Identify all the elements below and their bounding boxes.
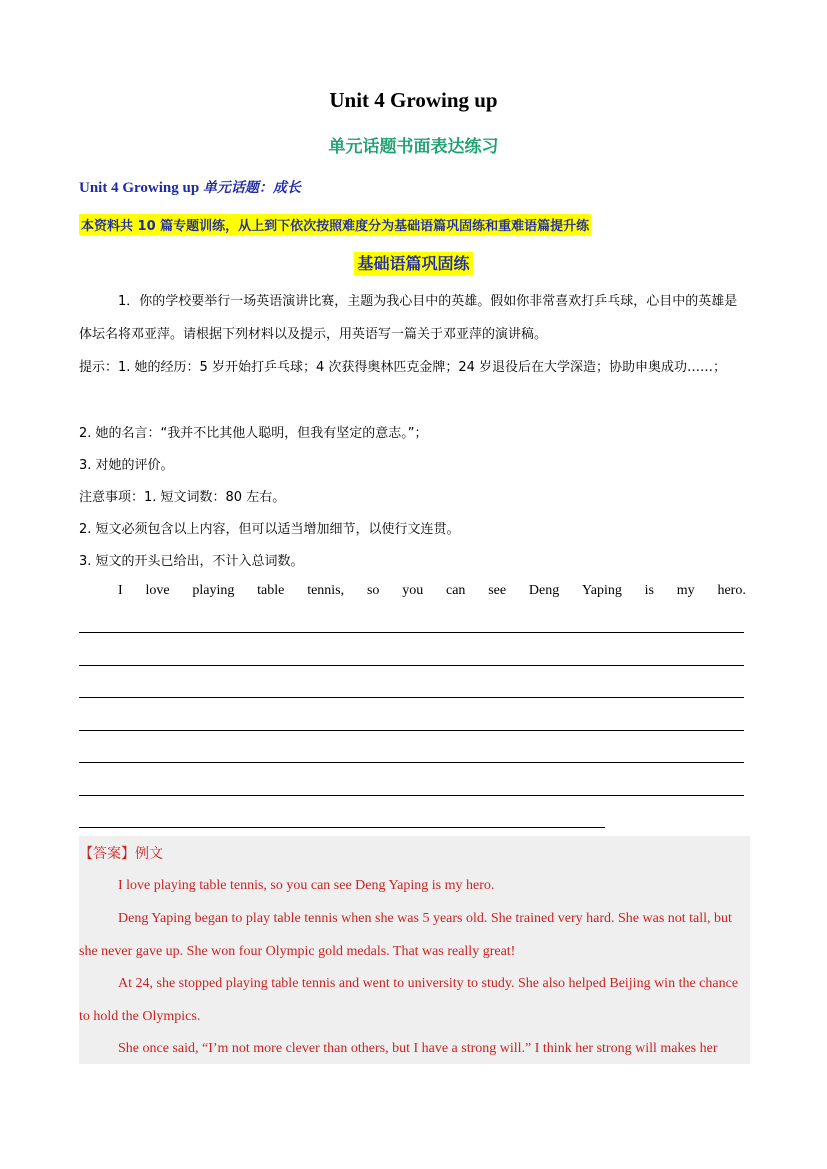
starter-word: you	[402, 583, 424, 598]
unit-topic	[79, 177, 301, 197]
task-requirement-2: 2. 短文必须包含以上内容，但可以适当增加细节，以使行文连贯。	[79, 522, 460, 537]
unit-topic-cn: 单元话题：成长	[202, 180, 301, 196]
starter-word: is	[644, 583, 654, 598]
writing-line[interactable]	[79, 697, 744, 698]
essay-starter	[118, 583, 746, 599]
answer-paragraph-1: I love playing table tennis, so you can see Deng Yaping is my hero.	[118, 878, 495, 893]
task-hint-3: 3. 对她的评价。	[79, 458, 174, 473]
unit-topic-en: Unit 4 Growing up	[79, 180, 203, 196]
starter-word: Yaping	[582, 583, 622, 598]
page-title: Unit 4 Growing up	[329, 88, 498, 112]
writing-line[interactable]	[79, 795, 744, 796]
writing-line[interactable]	[79, 730, 744, 731]
answer-paragraph-4: She once said, “I’m not more clever than others, but I have a strong will.” I think her strong will makes her	[118, 1041, 718, 1056]
starter-word: Deng	[528, 583, 560, 598]
task-hint-2: 2. 她的名言：“我并不比其他人聪明，但我有坚定的意志。”；	[79, 426, 428, 441]
writing-line[interactable]	[79, 827, 605, 828]
task-requirement-1: 注意事项：1. 短文词数：80 左右。	[79, 490, 286, 505]
starter-word: I	[118, 583, 123, 598]
answer-paragraph-2: Deng Yaping began to play table tennis when she was 5 years old. She trained very hard. She was not tall, but she never gave up. She won four Olympic gold medals. That was really great!	[79, 911, 732, 959]
starter-word: playing	[192, 583, 235, 598]
starter-word: see	[488, 583, 507, 598]
starter-word: my	[676, 583, 695, 598]
writing-line[interactable]	[79, 762, 744, 763]
task-hint-1: 提示：1. 她的经历：5 岁开始打乒乓球；4 次获得奥林匹克金牌；24 岁退役后在大学深造；协助申奥成功……；	[79, 360, 727, 375]
starter-word: tennis,	[307, 583, 345, 598]
starter-word: can	[445, 583, 466, 598]
starter-word: table	[257, 583, 285, 598]
section-heading	[0, 251, 827, 274]
writing-line[interactable]	[79, 632, 744, 633]
material-note: 本资料共 10 篇专题训练，从上到下依次按照难度分为基础语篇巩固练和重难语篇提升练	[79, 214, 591, 235]
page-subtitle: 单元话题书面表达练习	[328, 137, 499, 157]
starter-word: love	[145, 583, 170, 598]
starter-word: so	[366, 583, 380, 598]
section-heading-label: 基础语篇巩固练	[354, 252, 472, 275]
writing-line[interactable]	[79, 665, 744, 666]
starter-word: hero.	[717, 583, 746, 598]
task-intro: 1．你的学校要举行一场英语演讲比赛，主题为我心目中的英雄。假如你非常喜欢打乒乓球，心目中的英雄是体坛名将邓亚萍。请根据下列材料以及提示，用英语写一篇关于邓亚萍的演讲稿。	[79, 294, 738, 342]
answer-label: 【答案】例文	[79, 846, 163, 862]
task-requirement-3: 3. 短文的开头已给出，不计入总词数。	[79, 554, 304, 569]
answer-paragraph-3: At 24, she stopped playing table tennis and went to university to study. She also helped Beijing win the chance to hold the Olympics.	[79, 976, 739, 1024]
